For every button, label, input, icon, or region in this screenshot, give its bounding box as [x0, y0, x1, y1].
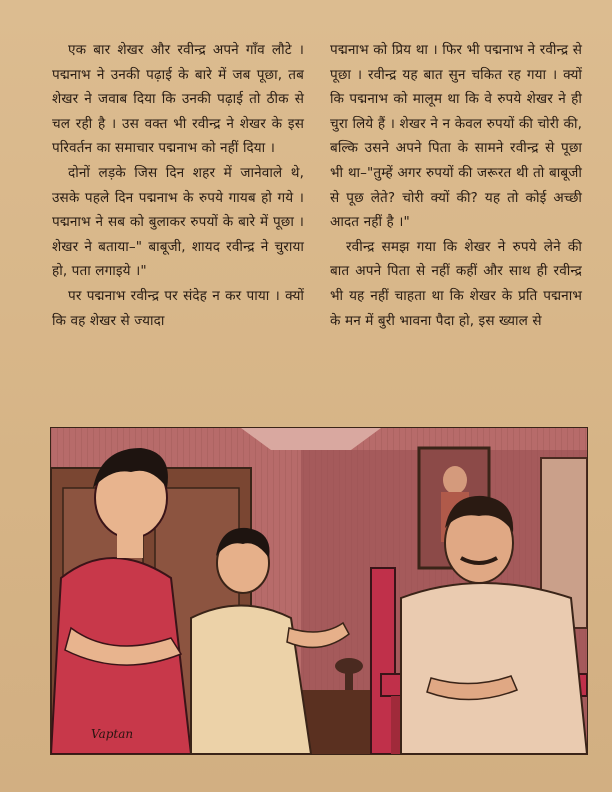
- text-column-left: [52, 38, 304, 408]
- paragraph: पर पद्मनाभ रवीन्द्र पर संदेह न कर पाया । क्यों कि वह शेखर से ज्यादा: [52, 287, 304, 329]
- artist-signature: Vaptan: [91, 727, 134, 741]
- paragraph: दोनों लड़के जिस दिन शहर में जानेवाले थे, उसके पहले दिन पद्मनाभ के रुपये गायब हो गये । पद्मनाभ ने सब को बुलाकर रुपयों के बारे में पूछा । शेखर ने बताया–" बाबूजी, शायद रवीन्द्र ने चुराया हो, पता लगाइये ।": [52, 164, 304, 280]
- story-illustration: [50, 427, 588, 755]
- paragraph: एक बार शेखर और रवीन्द्र अपने गाँव लौटे । पद्मनाभ ने उनकी पढ़ाई के बारे में जब पूछा, तब शेखर ने जवाब दिया कि उनकी पढ़ाई तो ठीक से चल रही है । उस वक्त भी रवीन्द्र ने शेखर के इस परिवर्तन का समाचार पद्मनाभ को नहीं दिया ।: [52, 42, 304, 157]
- paragraph: रवीन्द्र समझ गया कि शेखर ने रुपये लेने की बात अपने पिता से नहीं कहीं और साथ ही रवीन्द्र भी यह नहीं चाहता था कि शेखर के प्रति पद्मनाभ के मन में बुरी भावना पैदा हो, इस ख्याल से: [330, 238, 582, 329]
- story-text: [52, 38, 582, 408]
- text-column-right: [330, 38, 582, 408]
- paragraph: पद्मनाभ को प्रिय था । फिर भी पद्मनाभ ने रवीन्द्र से पूछा । रवीन्द्र यह बात सुन चकित रह गया । क्यों कि पद्मनाभ को मालूम था कि वे रुपये शेखर ने ही चुरा लिये हैं । शेखर ने न केवल रुपयों की चोरी की, बल्कि उसने अपने पिता के सामने रवीन्द्र से पूछा भी था–"तुम्हें अगर रुपयों की जरूरत थी तो बाबूजी से पूछ लेते? चोरी क्यों की? यह तो कोई अच्छी आदत नहीं है ।": [330, 42, 582, 231]
- illustration-scene: [51, 428, 587, 754]
